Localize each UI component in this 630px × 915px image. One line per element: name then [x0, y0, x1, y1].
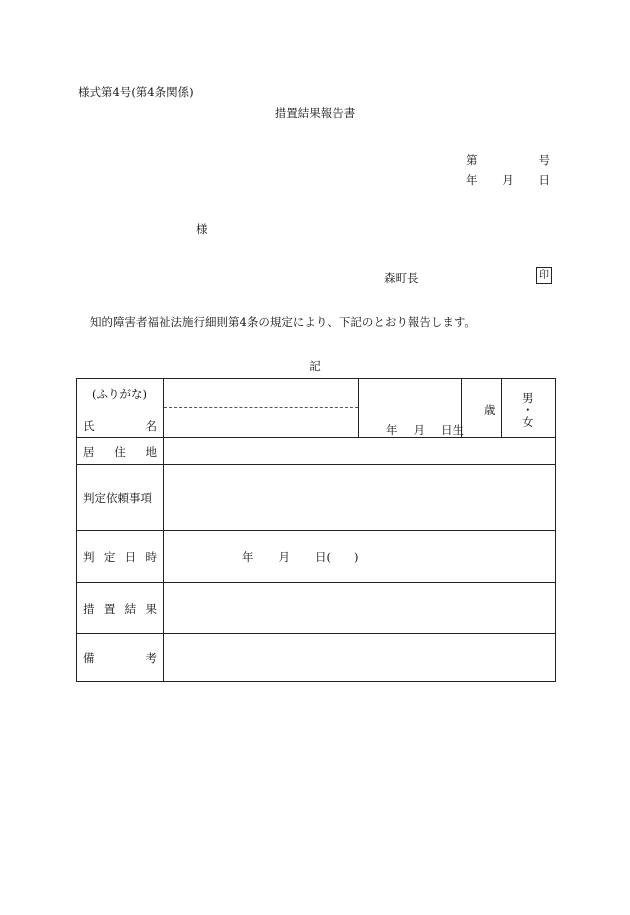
- date-day: 日: [538, 173, 550, 187]
- furigana-separator: [164, 407, 358, 408]
- number-prefix: 第: [466, 153, 478, 167]
- judgment-year: 年: [242, 550, 254, 564]
- birth-month: 月: [413, 423, 425, 437]
- date-year: 年: [466, 173, 478, 187]
- date-month: 月: [502, 173, 514, 187]
- report-table: [76, 378, 556, 682]
- row-divider: [76, 633, 556, 634]
- row-divider: [76, 582, 556, 583]
- judgment-date-label: [83, 549, 157, 565]
- address-label-char: 居: [83, 445, 95, 459]
- judgment-month: 月: [278, 550, 290, 564]
- number-suffix: 号: [538, 153, 550, 167]
- judgment-date-label-char: 日: [124, 550, 137, 564]
- ki-label: 記: [309, 359, 321, 373]
- remarks-label: [83, 650, 157, 666]
- form-number: 様式第4号(第4条関係): [78, 85, 194, 99]
- document-number-line: [466, 152, 550, 168]
- address-label-char: 住: [114, 445, 126, 459]
- label-column-divider: [163, 378, 164, 682]
- row-divider: [76, 437, 556, 438]
- birth-day: 日生: [441, 423, 464, 437]
- name-label-right: 名: [145, 419, 157, 433]
- result-label-char: 措: [83, 602, 95, 616]
- document-date-line: [466, 172, 550, 188]
- document-title: 措置結果報告書: [274, 106, 356, 120]
- birth-year: 年: [386, 423, 398, 437]
- birth-date: [386, 422, 464, 438]
- name-label-left: 氏: [83, 419, 95, 433]
- address-label-char: 地: [145, 445, 157, 459]
- judgment-date-label-char: 定: [103, 550, 116, 564]
- sex-column-divider: [501, 378, 502, 438]
- table-border-left: [76, 378, 77, 682]
- sex-male: 男: [522, 391, 534, 405]
- row-divider: [76, 530, 556, 531]
- table-border-bottom: [76, 681, 556, 682]
- request-label: 判定依頼事項: [83, 491, 152, 505]
- address-label: [83, 444, 157, 460]
- judgment-date-value: [242, 549, 358, 565]
- body-text: 知的障害者福祉法施行細則第4条の規定により、下記のとおり報告します。: [90, 315, 476, 329]
- seal-mark: 印: [536, 267, 552, 284]
- result-label-char: 置: [103, 602, 116, 616]
- remarks-label-left: 備: [83, 651, 95, 665]
- judgment-day: 日( ): [315, 550, 359, 564]
- judgment-date-label-char: 判: [83, 550, 95, 564]
- name-label: [83, 418, 157, 434]
- table-border-right: [555, 378, 556, 682]
- judgment-date-label-char: 時: [145, 550, 157, 564]
- result-label-char: 果: [145, 602, 157, 616]
- sex-dot: ・: [522, 403, 534, 417]
- result-label-char: 結: [124, 602, 137, 616]
- remarks-label-right: 考: [145, 651, 157, 665]
- result-label: [83, 601, 157, 617]
- row-divider: [76, 464, 556, 465]
- furigana-label: (ふりがな): [92, 387, 147, 401]
- issuer-name: 森町長: [384, 271, 419, 285]
- addressee-suffix: 様: [196, 222, 208, 236]
- age-label: 歳: [484, 403, 496, 417]
- sex-female: 女: [522, 415, 534, 429]
- birth-column-divider: [358, 378, 359, 438]
- table-border-top: [76, 378, 556, 379]
